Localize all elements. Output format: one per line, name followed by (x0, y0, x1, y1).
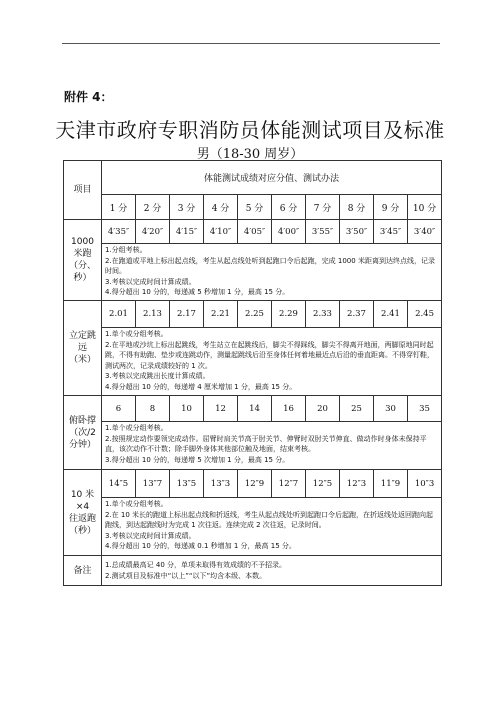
row-label-1000m (64, 220, 102, 301)
value-cell: 2.41 (374, 301, 408, 328)
method-line: 1.单个或分组考核。 (105, 424, 168, 432)
value-cell: 8 (136, 396, 170, 422)
method-line: 1.分组考核。 (105, 246, 147, 254)
value-cell: 3′50″ (340, 220, 374, 244)
value-cell: 3′45″ (374, 220, 408, 244)
method-line: 2.在平地或沙坑上标出起跳线，考生站立在起跳线后，脚尖不得踩线，脚尖不得离开地面，两脚原地同时起跳，不得有助跑、垫步或连跳动作，测量起跳线后沿至身体任何着地最近点后沿的垂直距离。不得穿钉鞋，测试两次，记录成绩较好的 1 次。 (105, 340, 434, 370)
method-cell-1000m (102, 244, 442, 301)
item-column-header: 项目 (64, 161, 102, 220)
value-cell: 16 (272, 396, 306, 422)
value-cell: 2.33 (306, 301, 340, 328)
top-rule (62, 43, 440, 44)
row-label-push-ups (64, 396, 102, 470)
value-cell: 2.29 (272, 301, 306, 328)
method-line: 2.在 10 米长的跑道上标出起点线和折返线，考生从起点线处听到起跑口令后起跑，在折返线处返回跑向起跑线，到达起跑线时为完成 1 次往返。连续完成 2 次往返，记录时间。 (105, 510, 434, 529)
row-label-shuttle-run (64, 470, 102, 556)
method-line: 3.考核以完成跳出长度计算成绩。 (105, 372, 210, 380)
method-line: 4.得分超出 10 分的，每递增 4 厘米增加 1 分，最高 15 分。 (105, 382, 297, 391)
value-cell: 35 (408, 396, 442, 422)
value-cell: 2.21 (204, 301, 238, 328)
method-line: 3.考核以完成时间计算成绩。 (105, 277, 196, 286)
row-label-line: 10 米 (70, 489, 95, 500)
standards-table (63, 160, 442, 586)
value-cell: 4′10″ (204, 220, 238, 244)
score-header: 3 分 (170, 195, 204, 220)
attachment-label: 附件 4： (64, 90, 113, 104)
row-label-line: （次/2 (69, 427, 96, 438)
score-header: 5 分 (238, 195, 272, 220)
value-cell: 4′00″ (272, 220, 306, 244)
value-cell: 13″3 (204, 470, 238, 498)
method-cell-push-ups (102, 422, 442, 470)
remark-line: 1.总成绩最高记 40 分，单项未取得有效成绩的不予招录。 (105, 561, 287, 569)
score-header: 9 分 (374, 195, 408, 220)
row-label-line: （分、 (68, 261, 96, 271)
value-cell: 30 (374, 396, 408, 422)
value-cell: 12 (204, 396, 238, 422)
value-cell: 13″5 (170, 470, 204, 498)
value-cell: 6 (102, 396, 136, 422)
value-cell: 13″7 (136, 470, 170, 498)
method-cell-long-jump (102, 328, 442, 396)
row-label-line: 远 (77, 343, 87, 353)
score-header: 4 分 (204, 195, 238, 220)
score-header: 2 分 (136, 195, 170, 220)
value-cell: 14 (238, 396, 272, 422)
row-label-line: 分钟） (68, 439, 96, 450)
value-cell: 12″3 (340, 470, 374, 498)
row-label-line: 秒） (73, 273, 92, 283)
method-line: 4.得分超出 10 分的，每递减 0.1 秒增加 1 分，最高 15 分。 (105, 542, 296, 550)
method-line: 1.单个或分组考核。 (105, 500, 168, 508)
remarks-cell (102, 556, 442, 586)
value-cell: 4′20″ (136, 220, 170, 244)
value-cell: 10″3 (408, 470, 442, 498)
score-header: 1 分 (102, 195, 136, 220)
value-cell: 12″5 (306, 470, 340, 498)
remark-line: 2.测试项目及标准中“以上”“以下”均含本级、本数。 (105, 571, 267, 580)
method-line: 4.得分超出 10 分的，每递减 5 秒增加 1 分，最高 15 分。 (105, 288, 290, 296)
value-cell: 11″9 (374, 470, 408, 498)
value-cell: 4′15″ (170, 220, 204, 244)
group-header: 体能测试成绩对应分值、测试办法 (102, 161, 442, 195)
method-line: 3.得分超出 10 分的，每递增 5 次增加 1 分，最高 15 分。 (105, 455, 290, 464)
page-subtitle: 男（18-30 周岁） (196, 147, 304, 162)
score-header: 7 分 (306, 195, 340, 220)
value-cell: 25 (340, 396, 374, 422)
row-label-line: 米跑 (73, 249, 92, 259)
method-line: 3.考核以完成时间计算成绩。 (105, 531, 196, 540)
row-label-line: 往返跑 (68, 513, 96, 524)
value-cell: 3′40″ (408, 220, 442, 244)
value-cell: 2.37 (340, 301, 374, 328)
value-cell: 2.25 (238, 301, 272, 328)
score-header: 8 分 (340, 195, 374, 220)
value-cell: 3′55″ (306, 220, 340, 244)
value-cell: 12″7 (272, 470, 306, 498)
value-cell: 20 (306, 396, 340, 422)
row-label-line: 俯卧撑 (68, 415, 96, 426)
value-cell: 4′05″ (238, 220, 272, 244)
row-label-line: ×4 (75, 501, 90, 512)
value-cell: 10 (170, 396, 204, 422)
value-cell: 14″5 (102, 470, 136, 498)
row-label-line: （米） (68, 355, 96, 365)
method-line: 1.单个或分组考核。 (105, 330, 168, 338)
row-label-line: （秒） (68, 525, 96, 536)
row-label-long-jump (64, 301, 102, 396)
row-label-line: 立定跳 (68, 331, 96, 341)
method-cell-shuttle-run (102, 498, 442, 556)
value-cell: 4′35″ (102, 220, 136, 244)
value-cell: 2.01 (102, 301, 136, 328)
remarks-label: 备注 (64, 556, 102, 586)
value-cell: 12″9 (238, 470, 272, 498)
value-cell: 2.13 (136, 301, 170, 328)
score-header: 6 分 (272, 195, 306, 220)
method-line: 2.在跑道或平地上标出起点线，考生从起点线处听到起跑口令后起跑，完成 1000 米距离到达终点线，记录时间。 (105, 256, 435, 275)
page-title: 天津市政府专职消防员体能测试项目及标准 (55, 118, 445, 142)
row-label-line: 1000 (71, 237, 94, 247)
value-cell: 2.17 (170, 301, 204, 328)
value-cell: 2.45 (408, 301, 442, 328)
method-line: 2.按照规定动作要领完成动作。屈臂时肩关节高于肘关节、伸臂时双肘关节伸直、做动作时身体未保持平直，该次动作不计数；除手脚外身体其他部位触及地面，结束考核。 (105, 434, 427, 453)
score-header: 10 分 (408, 195, 442, 220)
